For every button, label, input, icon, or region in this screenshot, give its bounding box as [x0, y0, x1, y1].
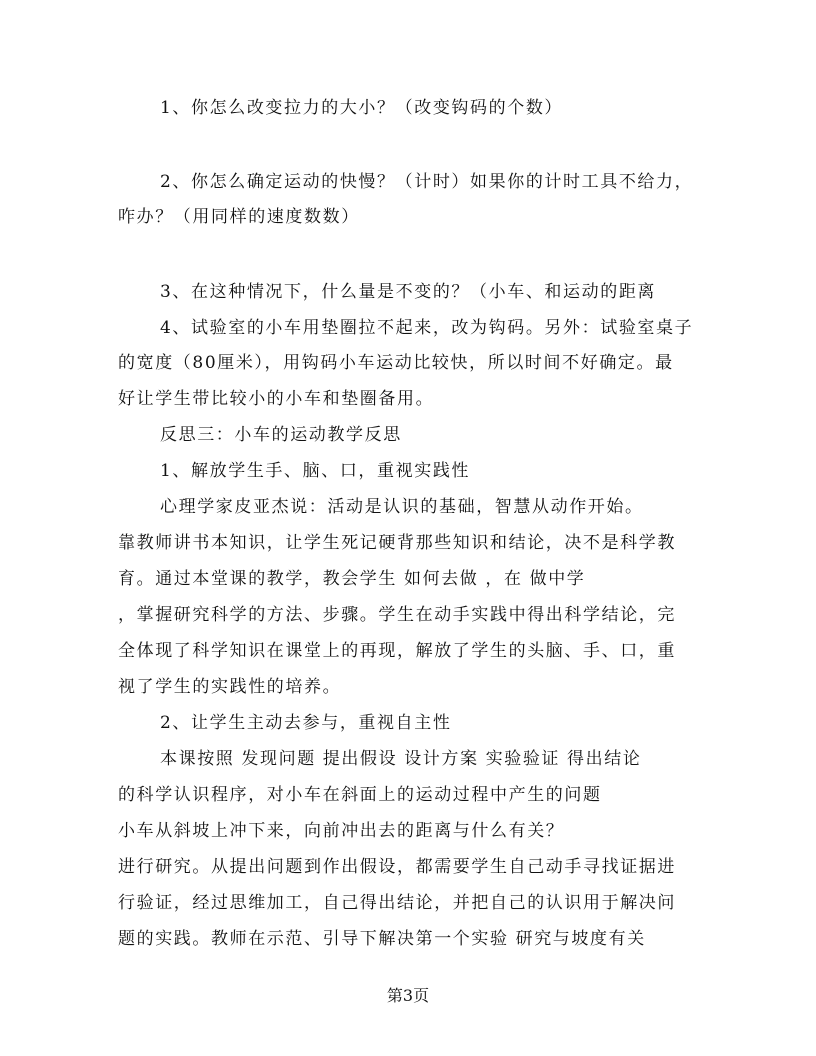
paragraph-line-6: 的宽度（80厘米），用钩码小车运动比较快，所以时间不好确定。最 — [118, 353, 674, 373]
section-heading: 反思三：小车的运动教学反思 — [160, 425, 402, 445]
page-number: 第3页 — [386, 986, 430, 1005]
subheading-2: 2、让学生主动去参与，重视自主性 — [160, 713, 452, 733]
paragraph-line-22: 题的实践。教师在示范、引导下解决第一个实验 研究与坡度有关 — [118, 929, 646, 949]
paragraph-line-5: 4、试验室的小车用垫圈拉不起来，改为钩码。另外：试验室桌子 — [160, 318, 694, 338]
paragraph-line-18: 的科学认识程序，对小车在斜面上的运动过程中产生的问题 — [118, 785, 602, 805]
paragraph-line-19: 小车从斜坡上冲下来，向前冲出去的距离与什么有关？ — [118, 821, 565, 841]
paragraph-line-20: 进行研究。从提出问题到作出假设，都需要学生自己动手寻找证据进 — [118, 857, 676, 877]
paragraph-line-4: 3、在这种情况下，什么量是不变的？（小车、和运动的距离 — [160, 282, 657, 302]
paragraph-line-21: 行验证，经过思维加工，自己得出结论，并把自己的认识用于解决问 — [118, 893, 676, 913]
paragraph-line-10: 心理学家皮亚杰说：活动是认识的基础，智慧从动作开始。 — [160, 497, 644, 517]
paragraph-line-11: 靠教师讲书本知识，让学生死记硬背那些知识和结论，决不是科学教 — [118, 533, 676, 553]
paragraph-line-1: 1、你怎么改变拉力的大小？（改变钩码的个数） — [160, 98, 564, 118]
subheading-1: 1、解放学生手、脑、口，重视实践性 — [160, 461, 471, 481]
paragraph-line-12: 育。通过本堂课的教学，教会学生 如何去做 ，在 做中学 — [118, 569, 586, 589]
paragraph-line-17: 本课按照 发现问题 提出假设 设计方案 实验验证 得出结论 — [160, 749, 642, 769]
paragraph-line-3: 咋办？（用同样的速度数数） — [118, 207, 360, 227]
paragraph-line-2: 2、你怎么确定运动的快慢？（计时）如果你的计时工具不给力， — [160, 172, 694, 192]
paragraph-line-14: 全体现了科学知识在课堂上的再现，解放了学生的头脑、手、口，重 — [118, 641, 676, 661]
paragraph-line-15: 视了学生的实践性的培养。 — [118, 677, 342, 697]
paragraph-line-7: 好让学生带比较小的小车和垫圈备用。 — [118, 389, 435, 409]
paragraph-line-13: ，掌握研究科学的方法、步骤。学生在动手实践中得出科学结论，完 — [118, 605, 676, 625]
